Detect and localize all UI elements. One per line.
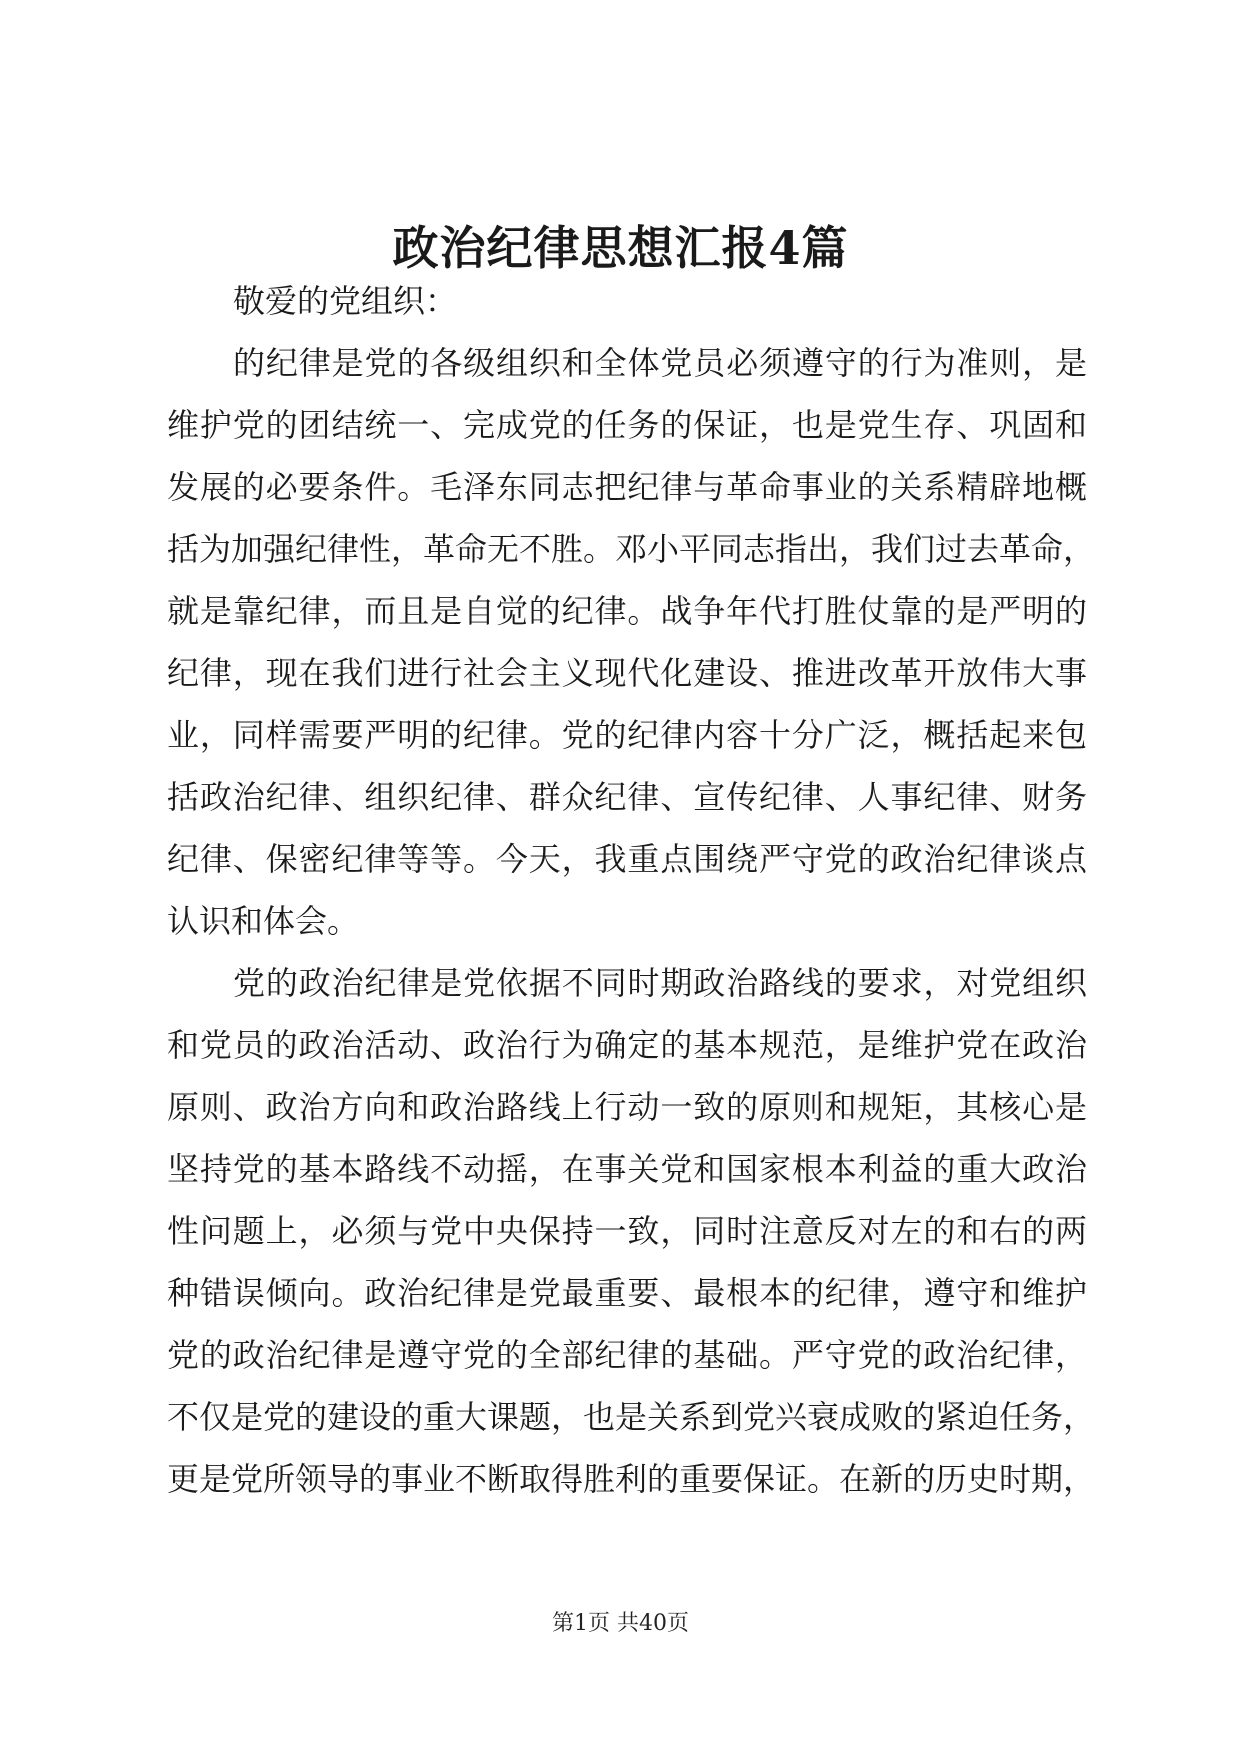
body-line: 原则、政治方向和政治路线上行动一致的原则和规矩，其核心是 xyxy=(167,1088,1087,1126)
body-line: 括政治纪律、组织纪律、群众纪律、宣传纪律、人事纪律、财务 xyxy=(167,778,1087,816)
body-line: 不仅是党的建设的重大课题，也是关系到党兴衰成败的紧迫任务， xyxy=(167,1398,1096,1436)
page-number-footer: 第1页 共40页 xyxy=(552,1611,689,1636)
body-line: 纪律、保密纪律等等。今天，我重点围绕严守党的政治纪律谈点 xyxy=(167,840,1087,878)
body-line: 纪律，现在我们进行社会主义现代化建设、推进改革开放伟大事 xyxy=(167,654,1087,692)
body-line: 的纪律是党的各级组织和全体党员必须遵守的行为准则，是 xyxy=(233,344,1087,382)
body-line: 括为加强纪律性，革命无不胜。邓小平同志指出，我们过去革命， xyxy=(167,530,1096,568)
body-line: 维护党的团结统一、完成党的任务的保证，也是党生存、巩固和 xyxy=(167,406,1087,444)
body-line: 党的政治纪律是党依据不同时期政治路线的要求，对党组织 xyxy=(233,964,1087,1002)
body-line: 种错误倾向。政治纪律是党最重要、最根本的纪律，遵守和维护 xyxy=(167,1274,1087,1312)
body-line: 性问题上，必须与党中央保持一致，同时注意反对左的和右的两 xyxy=(167,1212,1087,1250)
body-line: 和党员的政治活动、政治行为确定的基本规范，是维护党在政治 xyxy=(167,1026,1087,1064)
body-line: 敬爱的党组织： xyxy=(233,282,458,320)
body-line: 业，同样需要严明的纪律。党的纪律内容十分广泛，概括起来包 xyxy=(167,716,1087,754)
document-body xyxy=(167,270,1096,1510)
body-line: 认识和体会。 xyxy=(167,902,360,940)
body-line: 就是靠纪律，而且是自觉的纪律。战争年代打胜仗靠的是严明的 xyxy=(167,592,1087,630)
body-line: 坚持党的基本路线不动摇，在事关党和国家根本利益的重大政治 xyxy=(167,1150,1087,1188)
body-line: 发展的必要条件。毛泽东同志把纪律与革命事业的关系精辟地概 xyxy=(167,468,1087,506)
body-line: 党的政治纪律是遵守党的全部纪律的基础。严守党的政治纪律， xyxy=(167,1336,1087,1374)
document-title: 政治纪律思想汇报4篇 xyxy=(392,221,849,275)
body-line: 更是党所领导的事业不断取得胜利的重要保证。在新的历史时期， xyxy=(167,1460,1096,1498)
